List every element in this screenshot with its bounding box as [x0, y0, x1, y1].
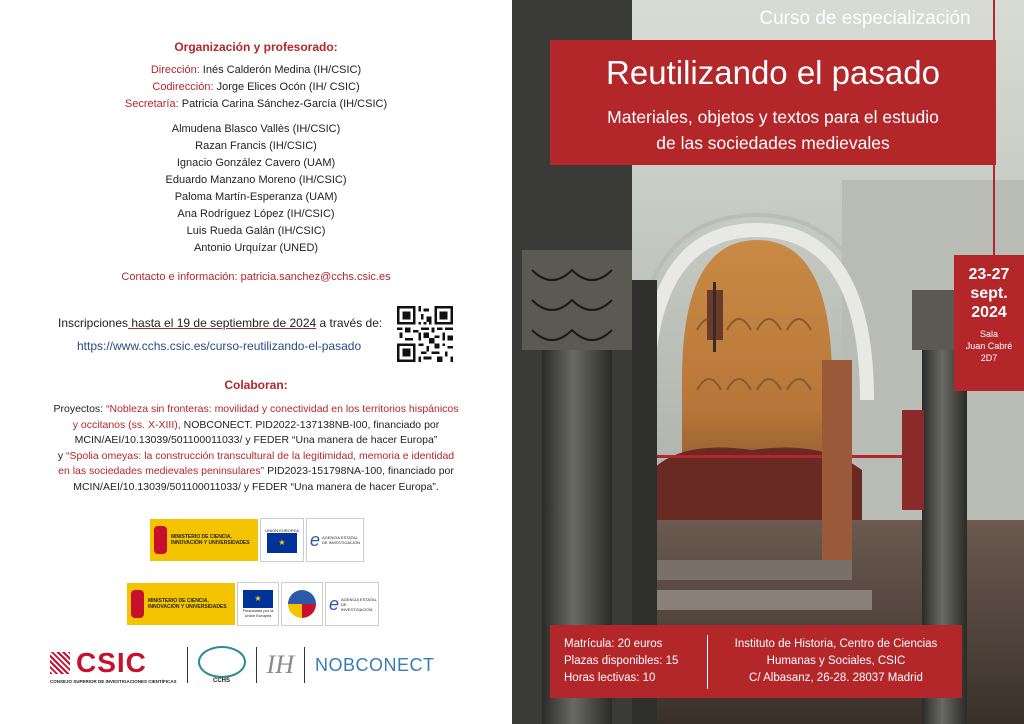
cchs-emblem-icon: [198, 646, 246, 678]
faculty-member: Paloma Martín-Esperanza (UAM): [174, 191, 338, 203]
room-line-3: 2D7: [980, 353, 998, 363]
cchs-label: CCHS: [213, 678, 231, 684]
projects-label: Proyectos:: [53, 403, 107, 415]
ih-logo: IH: [266, 650, 294, 679]
projects-line: [0, 418, 512, 434]
info-panel: [550, 625, 962, 698]
ministry-label: MINISTERIO DE CIENCIA, INNOVACIÓN Y UNIVERSIDADES: [147, 598, 227, 610]
project-code: NOBCONECT. PID2022-137138NB-I00, financiado por: [183, 418, 440, 431]
cchs-logo: [198, 646, 246, 684]
projects-text: [0, 402, 512, 495]
faculty-member: Luis Rueda Galán (IH/CSIC): [186, 225, 326, 237]
organization-title: Organización y profesorado:: [174, 40, 338, 54]
subtitle-line-2: de las sociedades medievales: [656, 133, 890, 153]
subtitle-line-1: Materiales, objetos y textos para el estudio: [607, 107, 939, 127]
faculty-list: [0, 121, 512, 257]
fee: Matrícula: 20 euros: [564, 638, 663, 650]
coat-of-arms-icon: [154, 526, 167, 554]
projects-line: MCIN/AEI/10.13039/501100011033/ y FEDER “Una manera de hacer Europa”: [74, 434, 438, 446]
projects-line: [0, 449, 512, 465]
faculty-member: Antonio Urquízar (UNED): [193, 242, 319, 254]
projects-line: MCIN/AEI/10.13039/501100011033/ y FEDER “Una manera de hacer Europa”.: [73, 480, 439, 493]
ministry-logo: [150, 519, 258, 561]
aei-logo: [325, 582, 379, 626]
csic-label: CSIC: [76, 646, 147, 678]
date-range: 23-27: [968, 266, 1010, 283]
info-divider: [707, 635, 708, 689]
projects-and: y: [57, 449, 67, 462]
direccion-value: Inés Calderón Medina (IH/CSIC): [199, 64, 362, 76]
project-code: PID2023-151798NA-100, financiado por: [264, 465, 454, 477]
course-subtitle: [550, 104, 996, 156]
aei-e-icon: e: [310, 529, 321, 550]
course-details: [564, 636, 678, 687]
codireccion-value: Jorge Elices Ocón (IH/ CSIC): [213, 81, 360, 93]
recovery-plan-logo: [281, 582, 323, 626]
date-panel: [954, 255, 1024, 391]
eu-flag-icon: ★: [243, 590, 273, 608]
direccion-line: [0, 62, 512, 79]
registration-via: a través de:: [316, 316, 383, 330]
eu-logo: [260, 518, 304, 562]
faculty-member: Ignacio González Cavero (UAM): [176, 157, 336, 169]
eu-funded-label: Financiado por la Unión Europea: [242, 608, 274, 618]
registration-text: Inscripciones: [58, 316, 129, 330]
aei-e-icon: e: [329, 593, 340, 614]
course-dates: [954, 265, 1024, 322]
qr-code[interactable]: [397, 306, 453, 362]
registration-url-link[interactable]: https://www.cchs.csic.es/curso-reutilizando-el-pasado: [77, 339, 362, 353]
coat-of-arms-icon: [131, 590, 144, 618]
course-type: Curso de especialización: [759, 8, 971, 29]
course-title: Reutilizando el pasado: [606, 54, 940, 91]
project-title: en las sociedades medievales peninsulares”: [58, 465, 265, 477]
project-title: y occitanos (ss. X-XIII),: [72, 418, 184, 431]
aei-label: AGENCIA ESTATAL DE INVESTIGACIÓN: [322, 535, 361, 545]
secretaria-value: Patricia Carina Sánchez-García (IH/CSIC): [178, 98, 388, 110]
eu-flag-icon: ★: [267, 533, 297, 553]
date-year: 2024: [971, 304, 1007, 321]
eu-next-logo: [237, 582, 279, 626]
project-title: “Nobleza sin fronteras: movilidad y conectividad en los territorios hispánicos: [106, 403, 459, 415]
codireccion-label: Codirección:: [152, 81, 214, 93]
collaborators-title: Colaboran:: [224, 378, 288, 392]
date-month: sept.: [970, 285, 1008, 302]
faculty-member: Almudena Blasco Vallès (IH/CSIC): [171, 123, 341, 135]
course-room: [954, 328, 1024, 364]
venue-line-3: C/ Albasanz, 26-28. 28037 Madrid: [749, 672, 923, 684]
projects-line: [0, 402, 512, 418]
aei-label: AGENCIA ESTATAL DE INVESTIGACIÓN: [341, 596, 377, 612]
venue-line-1: Instituto de Historia, Centro de Ciencias: [734, 638, 938, 650]
faculty-member: Razan Francis (IH/CSIC): [195, 140, 317, 152]
codireccion-line: [0, 79, 512, 96]
right-panel: [512, 0, 1024, 724]
ministry-label: MINISTERIO DE CIENCIA, INNOVACIÓN Y UNIVERSIDADES: [170, 534, 250, 546]
venue: [710, 636, 962, 687]
csic-logo: [50, 647, 177, 684]
faculty-member: Eduardo Manzano Moreno (IH/CSIC): [165, 174, 347, 186]
aei-logo: [306, 518, 364, 562]
secretaria-label: Secretaría:: [124, 98, 179, 110]
room-line-1: Sala: [979, 329, 998, 339]
contact-label: Contacto e información:: [121, 271, 238, 283]
csic-emblem-icon: [50, 652, 70, 674]
projects-line: [0, 464, 512, 480]
recovery-plan-icon: [288, 590, 316, 618]
institution-logos-row: [50, 644, 434, 686]
csic-subtitle: CONSEJO SUPERIOR DE INVESTIGACIONES CIENTÍFICAS: [50, 678, 177, 684]
logo-divider: [187, 647, 188, 683]
funding-logos-row-1: [150, 519, 364, 561]
available-seats: Plazas disponibles: 15: [564, 655, 679, 667]
eu-label: UNIÓN EUROPEA: [265, 527, 299, 533]
direccion-label: Dirección:: [150, 64, 200, 76]
registration-line: [58, 316, 382, 330]
funding-logos-row-2: [127, 583, 379, 625]
teaching-hours: Horas lectivas: 10: [564, 672, 656, 684]
project-title: “Spolia omeyas: la construcción transcultural de la legitimidad, memoria e identidad: [66, 449, 455, 462]
logo-divider: [304, 647, 305, 683]
faculty-member: Ana Rodríguez López (IH/CSIC): [177, 208, 335, 220]
logo-divider: [256, 647, 257, 683]
title-panel: [550, 40, 996, 165]
contact-email-link[interactable]: patricia.sanchez@cchs.csic.es: [237, 271, 391, 283]
ministry-logo: [127, 583, 235, 625]
contact-line: [0, 271, 512, 283]
venue-line-2: Humanas y Sociales, CSIC: [766, 655, 906, 667]
secretaria-line: [0, 96, 512, 113]
nobconect-logo: NOBCONECT: [314, 654, 435, 675]
registration-deadline: hasta el 19 de septiembre de 2024: [128, 316, 317, 330]
room-line-2: Juan Cabré: [965, 341, 1013, 351]
